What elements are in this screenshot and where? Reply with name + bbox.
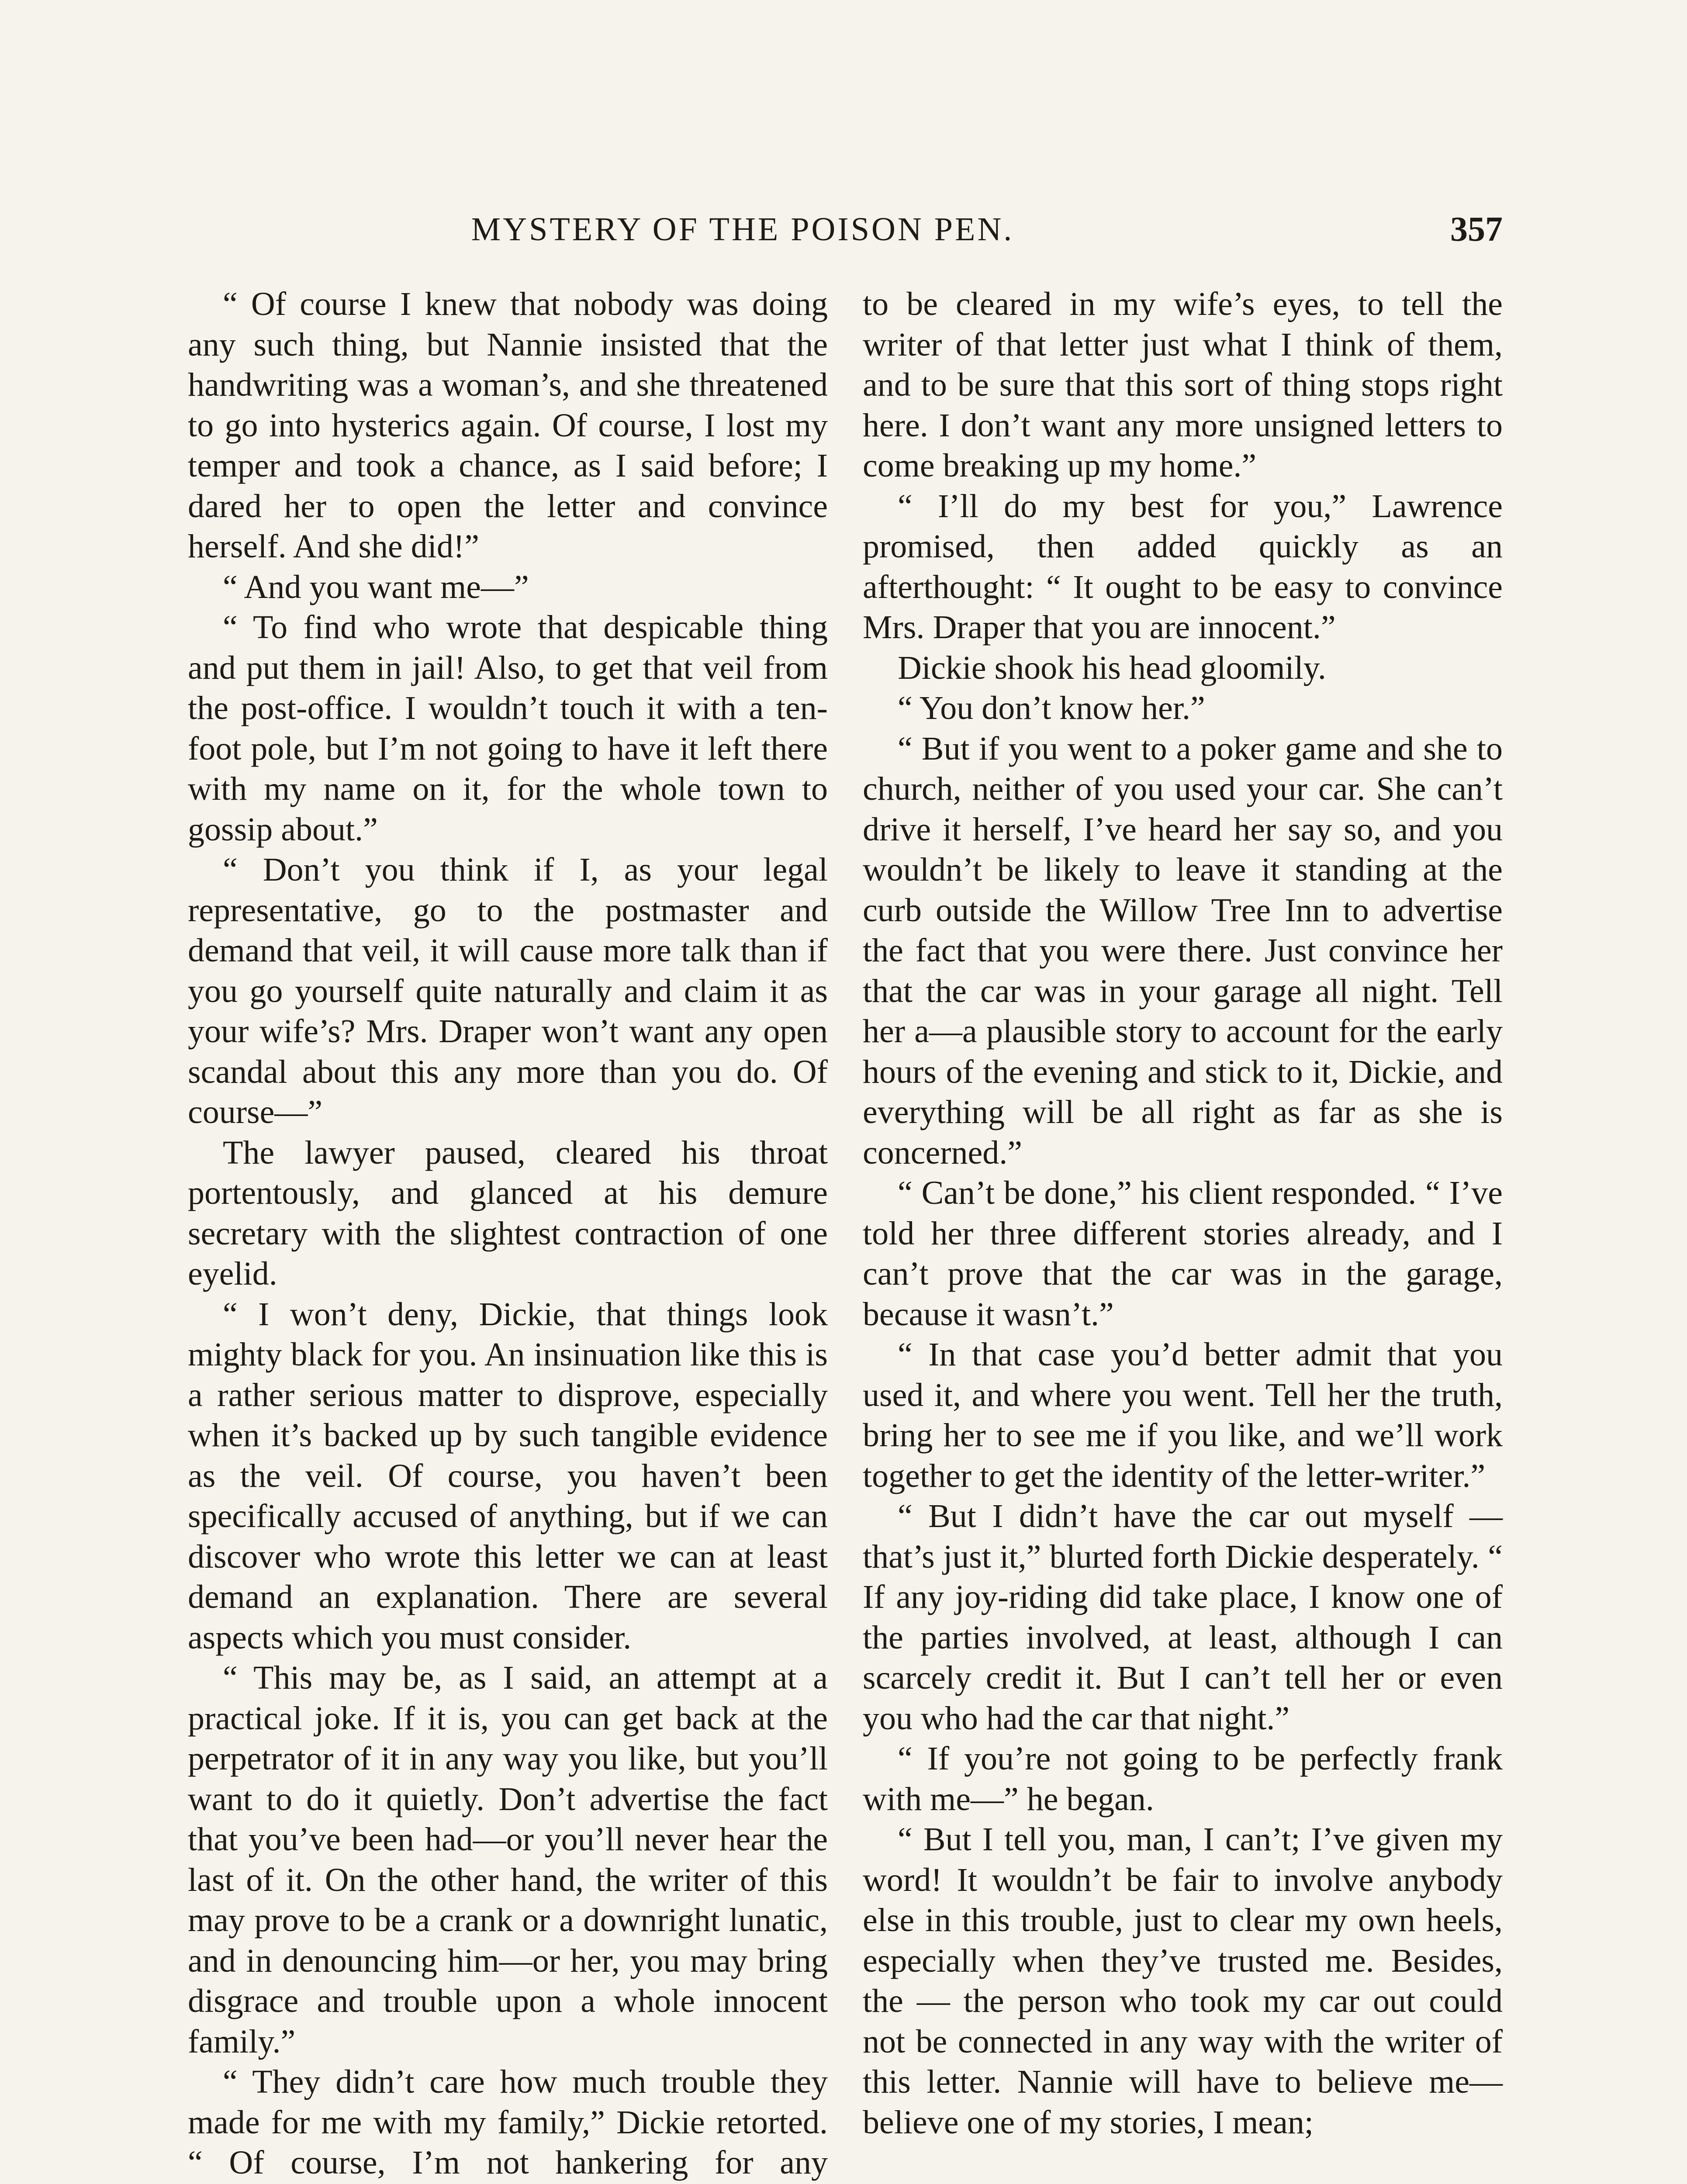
paragraph: “ Don’t you think if I, as your legal representative, go to the postmaster and demand that veil, it will cause more talk than if you go yourself quite naturally and claim it as your wife’s? Mrs. Draper won’t want any open scandal about this any more than you do. Of course—” (188, 851, 828, 1130)
running-title: MYSTERY OF THE POISON PEN. (471, 211, 1014, 248)
paragraph: to be cleared in my wife’s eyes, to tell the writer of that letter just what I think of them, and to be sure that this sort of thing stops right here. I don’t want any more unsigned letters to come breaking up my home.” (863, 286, 1503, 484)
right-column (863, 284, 1503, 2143)
paragraph: “ Of course I knew that nobody was doing any such thing, but Nannie insisted that the handwriting was a woman’s, and she threatened to go into hysterics again. Of course, I lost my temper and took a chance, as I said before; I dared her to open the letter and convince herself. And she did!” (188, 286, 828, 565)
paragraph: “ If you’re not going to be perfectly frank with me—” he began. (863, 1740, 1503, 1818)
paragraph: “ This may be, as I said, an attempt at a practical joke. If it is, you can get back at the perpetrator of it in any way you like, but you’ll want to do it quietly. Don’t advertise the fact that you’ve been had—or you’ll never hear the last of it. On the other hand, the writer of this may prove to be a crank or a downright lunatic, and in denouncing him—or her, you may bring disgrace and trouble upon a whole innocent family.” (188, 1659, 828, 2060)
paragraph: “ And you want me—” (223, 568, 529, 605)
paragraph: “ Can’t be done,” his client responded. “ I’ve told her three different stories already, and I can’t prove that the car was in the garage, because it wasn’t.” (863, 1175, 1503, 1333)
paragraph: “ You don’t know her.” (898, 690, 1205, 726)
page-number: 357 (1450, 210, 1503, 249)
paragraph: “ But I didn’t have the car out myself —that’s just it,” blurted forth Dickie desperately. “ If any joy-riding did take place, I know one of the parties involved, at least, although I can scarcely credit it. But I can’t tell her or even you who had the car that night.” (863, 1498, 1503, 1737)
paragraph: “ I won’t deny, Dickie, that things look mighty black for you. An insinuation like this is a rather serious matter to disprove, especially when it’s backed up by such tangible evidence as the veil. Of course, you haven’t been specifically accused of anything, but if we can discover who wrote this letter we can at least demand an explanation. There are several aspects which you must consider. (188, 1296, 828, 1656)
paragraph: “ In that case you’d better admit that you used it, and where you went. Tell her the truth, bring her to see me if you like, and we’ll work together to get the identity of the letter-writer.” (863, 1336, 1503, 1494)
paragraph: “ They didn’t care how much trouble they made for me with my family,” Dickie retorted. “ Of course, I’m not hankering for any (188, 2063, 828, 2181)
paragraph: The lawyer paused, cleared his throat portentously, and glanced at his demure secretary with the slightest contraction of one eyelid. (188, 1134, 828, 1292)
paragraph: “ I’ll do my best for you,” Lawrence promised, then added quickly as an afterthought: “ It ought to be easy to convince Mrs. Draper that you are innocent.” (863, 487, 1503, 646)
left-column (188, 284, 828, 2184)
paragraph: Dickie shook his head gloomily. (898, 649, 1326, 686)
paragraph: “ But if you went to a poker game and she to church, neither of you used your car. She can’t drive it herself, I’ve heard her say so, and you wouldn’t be likely to leave it standing at the curb outside the Willow Tree Inn to advertise the fact that you were there. Just convince her that the car was in your garage all night. Tell her a—a plausible story to account for the early hours of the evening and stick to it, Dickie, and everything will be all right as far as she is concerned.” (863, 730, 1503, 1171)
paragraph: “ But I tell you, man, I can’t; I’ve given my word! It wouldn’t be fair to involve anybody else in this trouble, just to clear my own heels, especially when they’ve trusted me. Besides, the — the person who took my car out could not be connected in any way with the writer of this letter. Nannie will have to believe me—believe one of my stories, I mean; (863, 1821, 1503, 2141)
running-head (188, 205, 1503, 253)
paragraph: “ To find who wrote that despicable thing and put them in jail! Also, to get that veil from the post-office. I wouldn’t touch it with a ten-foot pole, but I’m not going to have it left there with my name on it, for the whole town to gossip about.” (188, 609, 828, 848)
